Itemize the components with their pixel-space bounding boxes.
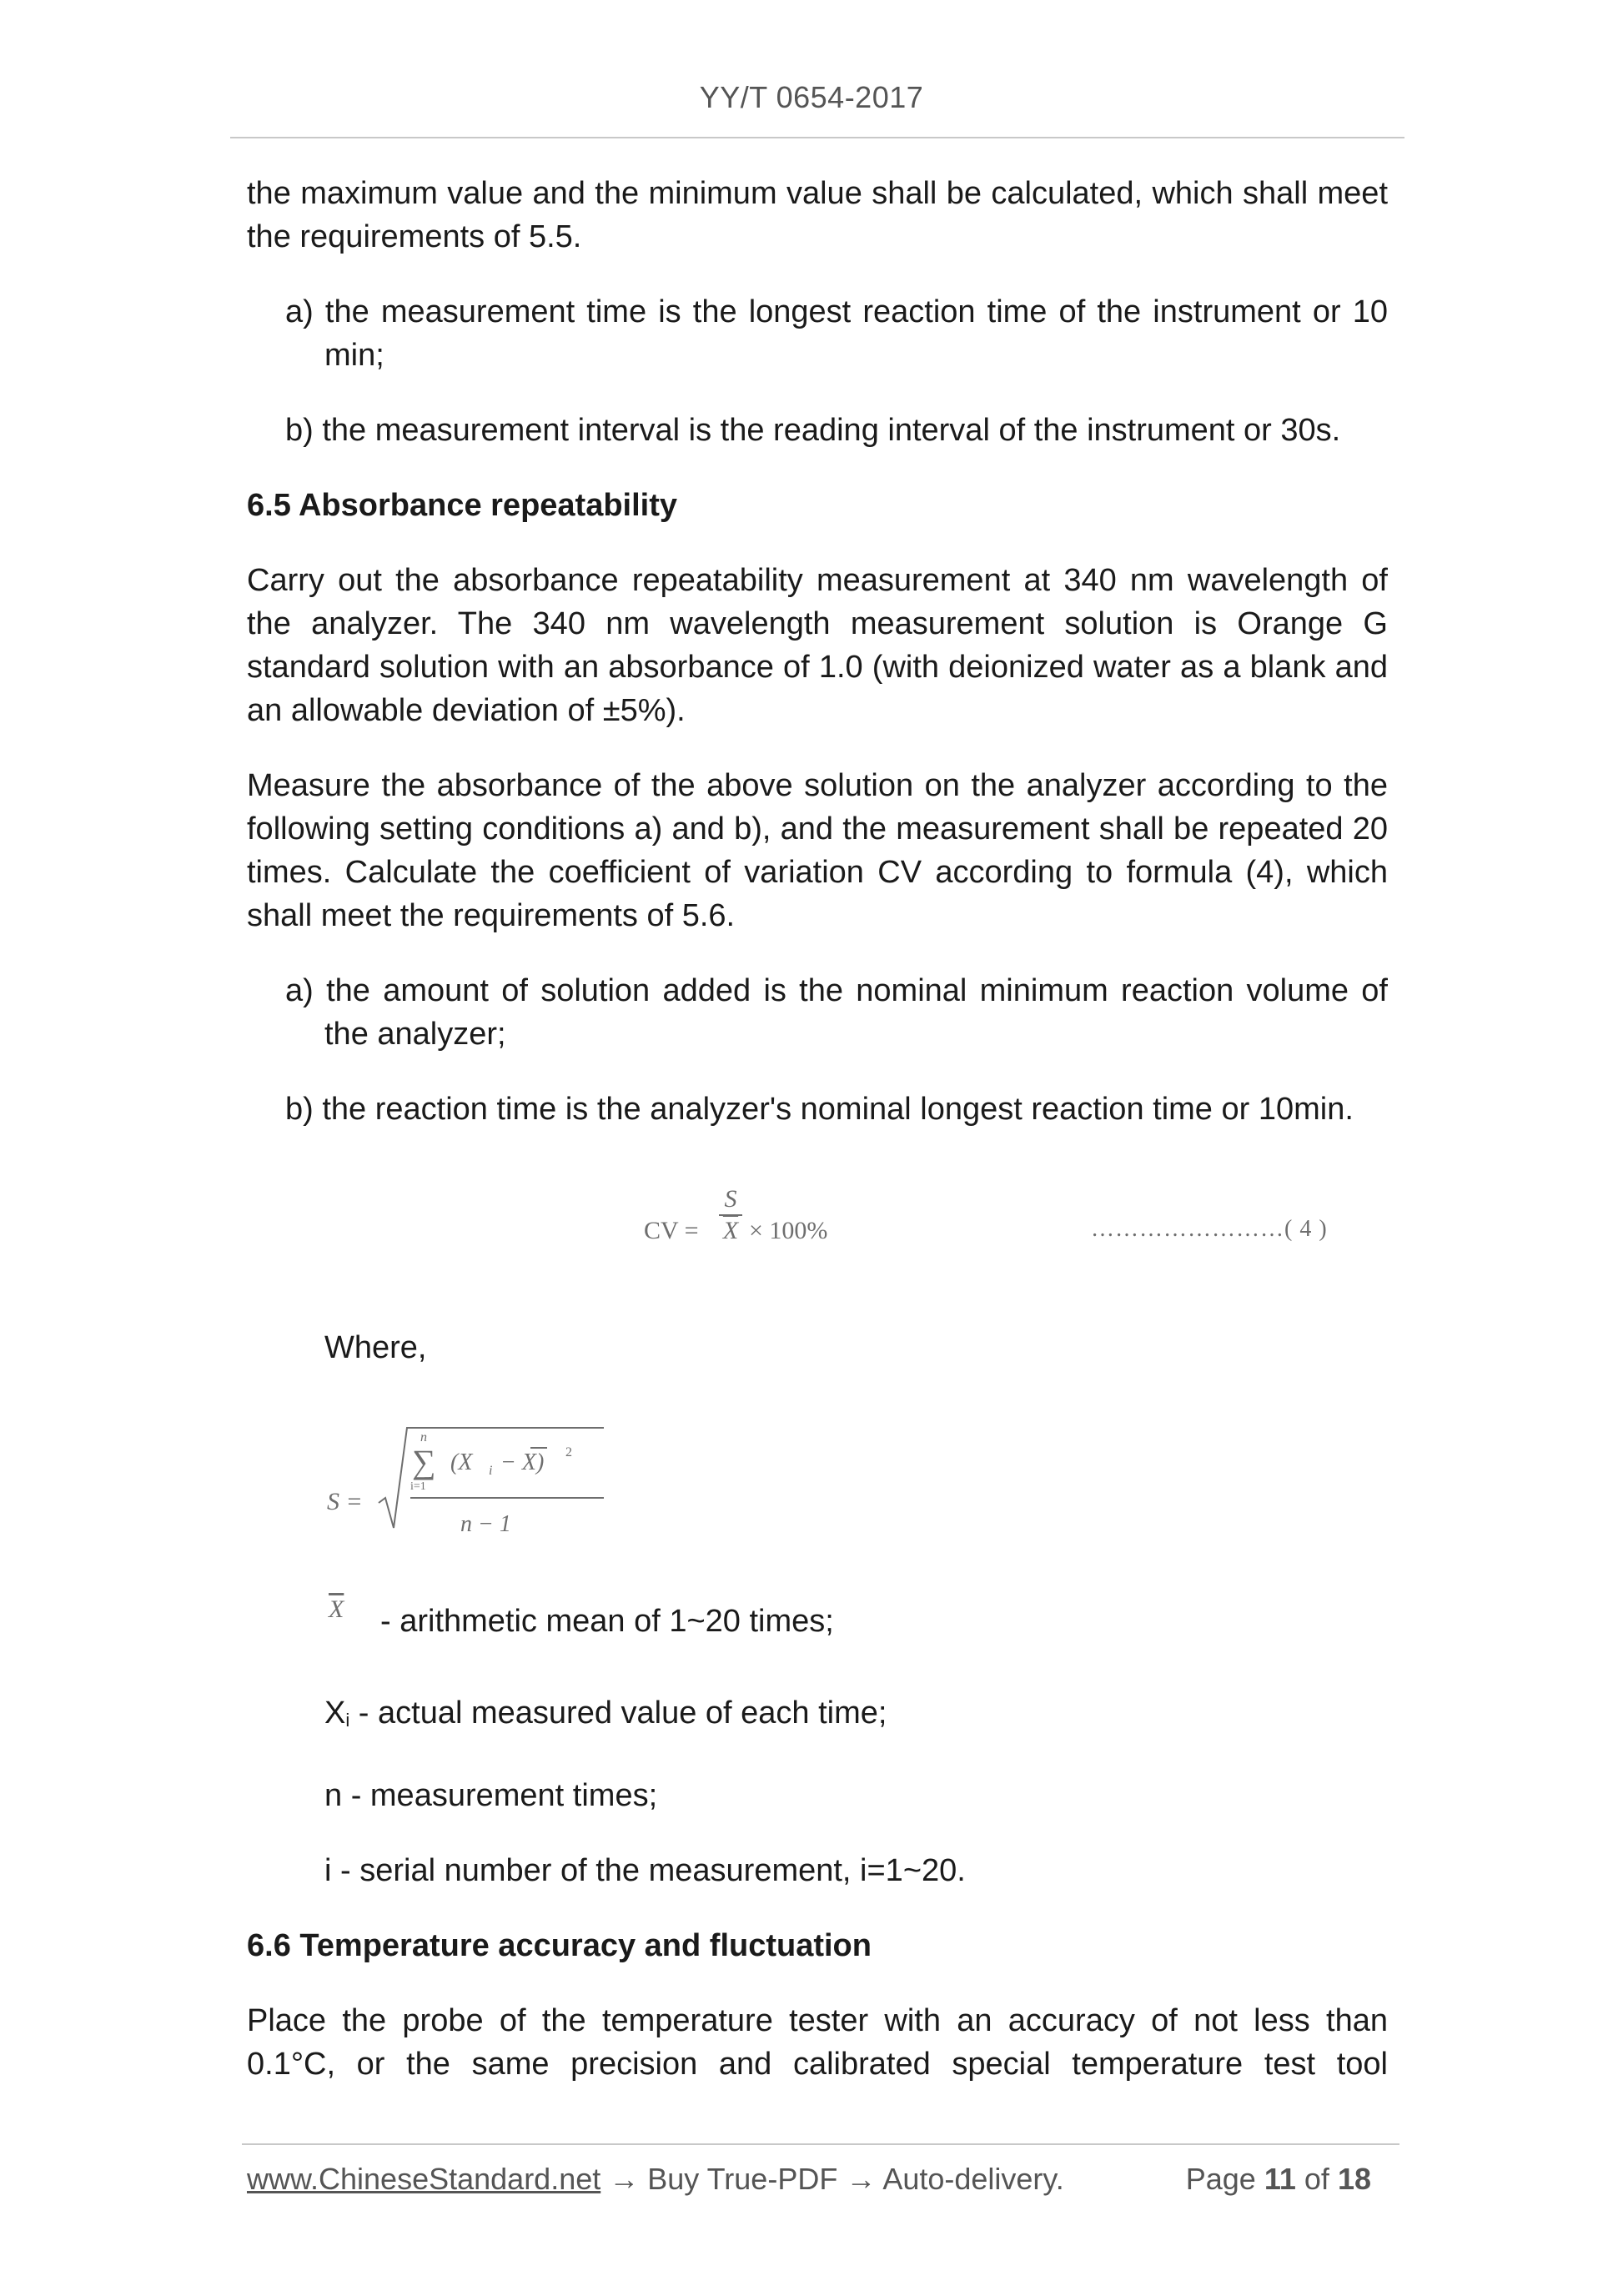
formula-s-denominator: n − 1 — [460, 1511, 511, 1537]
where-label: Where, — [324, 1330, 427, 1365]
xi-symbol: X — [324, 1696, 346, 1731]
website-link[interactable]: www.ChineseStandard.net — [247, 2162, 601, 2196]
list-text: the reaction time is the analyzer's nominal longest reaction time or 10min. — [322, 1092, 1354, 1127]
sum-upper-limit: n — [420, 1430, 427, 1444]
definition-i: i - serial number of the measurement, i=1~20. — [324, 1853, 966, 1888]
sum-sign-icon: ∑ — [412, 1443, 436, 1480]
definition-xbar — [247, 1595, 1388, 1650]
formula-cv-rhs: × 100% — [749, 1217, 828, 1244]
list-item-b — [247, 1088, 1388, 1131]
list-marker: b) — [285, 1092, 314, 1127]
formula-number: ……………………( 4 ) — [1091, 1216, 1328, 1242]
section-6-5-paragraph-1: Carry out the absorbance repeatability measurement at 340 nm wavelength of the analyzer. The 340 nm wavelength measurement solution is Orange G standard solution with an absorbance of 1.0 (with deionized water as a blank and an allowable deviation of ±5%). — [247, 563, 1388, 728]
formula-cv-row — [247, 1184, 1388, 1268]
list-text: the amount of solution added is the nominal minimum reaction volume of the analyzer; — [324, 973, 1388, 1052]
footer-divider — [242, 2143, 1399, 2145]
footer-tagline: → Buy True-PDF → Auto-delivery. — [600, 2162, 1064, 2196]
page-label: Page — [1185, 2162, 1256, 2196]
page-current: 11 — [1264, 2162, 1296, 2196]
section-heading-6-5: 6.5 Absorbance repeatability — [247, 488, 678, 523]
page-content — [247, 172, 1388, 2086]
xi-subscript: i — [345, 1710, 350, 1731]
section-6-6-paragraph-1: Place the probe of the temperature tester with an accuracy of not less than 0.1°C, or the same precision and calibrated special temperature test tool — [247, 2003, 1388, 2082]
definition-xi — [247, 1691, 1388, 1742]
list-marker: a) — [285, 973, 314, 1008]
header-divider — [230, 137, 1404, 138]
list-text: the measurement interval is the reading interval of the instrument or 30s. — [322, 413, 1341, 448]
formula-cv-lhs: CV = — [644, 1217, 699, 1244]
definition-n: n - measurement times; — [324, 1778, 658, 1813]
formula-standard-deviation — [327, 1423, 1388, 1548]
of-label: of — [1304, 2162, 1329, 2196]
list-item-a — [247, 290, 1388, 377]
page-indicator — [1186, 2158, 1371, 2200]
continuation-paragraph: the maximum value and the minimum value shall be calculated, which shall meet the requirements of 5.5. — [247, 176, 1388, 254]
page-total: 18 — [1337, 2162, 1371, 2196]
fraction-denominator: X — [722, 1217, 739, 1244]
sum-term: (X — [450, 1449, 473, 1475]
sum-lower-limit: i=1 — [410, 1480, 426, 1493]
formula-s-graphic — [327, 1423, 627, 1548]
page-footer — [247, 2158, 1388, 2200]
list-marker: b) — [285, 413, 314, 448]
list-marker: a) — [285, 294, 314, 329]
document-header: YY/T 0654-2017 — [699, 80, 924, 114]
formula-s-lhs: S = — [327, 1488, 363, 1515]
section-heading-6-6: 6.6 Temperature accuracy and fluctuation — [247, 1928, 872, 1963]
fraction-numerator: S — [724, 1185, 737, 1213]
formula-cv-fraction — [717, 1184, 744, 1246]
sum-term-subscript: i — [489, 1464, 493, 1478]
definition-text: - arithmetic mean of 1~20 times; — [380, 1604, 834, 1639]
list-text: the measurement time is the longest reaction time of the instrument or 10 min; — [324, 294, 1388, 373]
list-item-b — [247, 409, 1388, 452]
sum-term-power: 2 — [565, 1445, 572, 1459]
list-item-a — [247, 969, 1388, 1056]
sum-term-mean: − X) — [500, 1449, 545, 1475]
xbar-symbol: $\overline{X}$ — [329, 1595, 344, 1623]
section-6-5-paragraph-2: Measure the absorbance of the above solution on the analyzer according to the following setting conditions a) and b), and the measurement shall be repeated 20 times. Calculate the coefficient of variation CV according to formula (4), which shall meet the requirements of 5.6. — [247, 768, 1388, 933]
definition-text: - actual measured value of each time; — [349, 1696, 887, 1731]
